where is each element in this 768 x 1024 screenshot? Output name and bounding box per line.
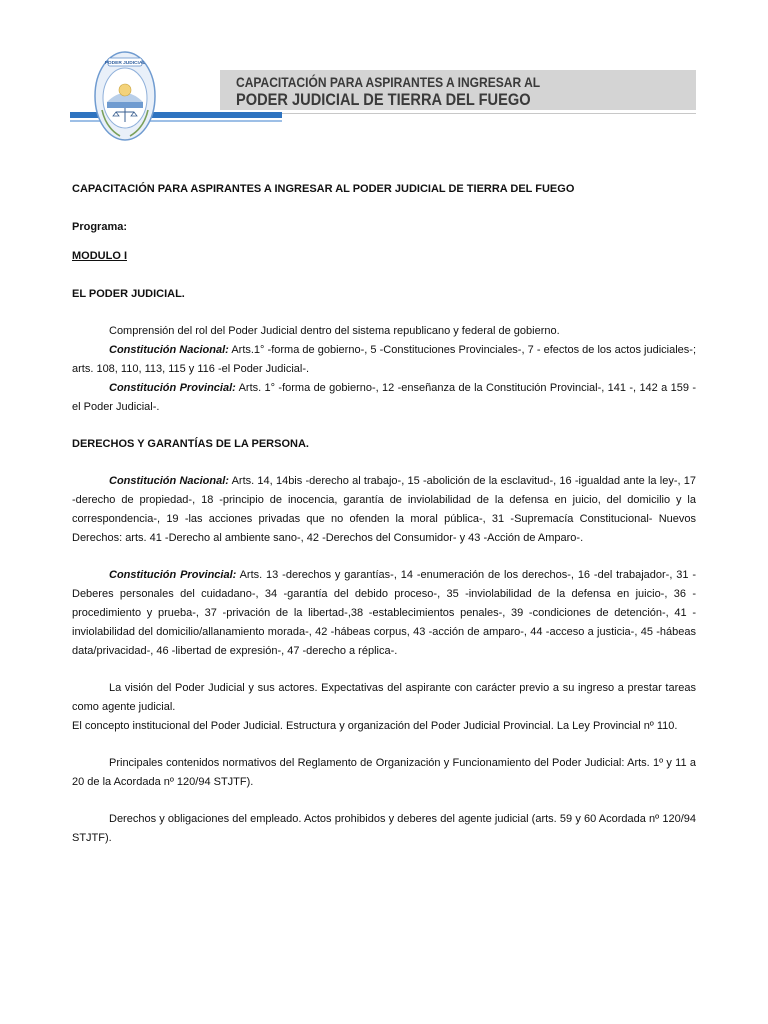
label-constitucion-nacional: Constitución Nacional:	[109, 344, 229, 356]
paragraph-s2-constitucion-provincial	[72, 566, 696, 661]
document-title: CAPACITACIÓN PARA ASPIRANTES A INGRESAR AL PODER JUDICIAL DE TIERRA DEL FUEGO	[72, 183, 575, 195]
text-constitucion-provincial: Arts. 1° -forma de gobierno-, 12 -enseñanza de la Constitución Provincial-, 141 -, 142 a 159 -el Poder Judicial-.	[72, 382, 697, 413]
paragraph-derechos-obligaciones: Derechos y obligaciones del empleado. Actos prohibidos y deberes del agente judicial (arts. 59 y 60 Acordada nº 120/94 STJTF).	[72, 813, 696, 844]
banner-title-line1: CAPACITACIÓN PARA ASPIRANTES A INGRESAR AL	[236, 74, 541, 90]
text-constitucion-provincial: Arts. 13 -derechos y garantías-, 14 -enumeración de los derechos-, 16 -del trabajador-, 31 -Deberes personales del cuidadano-, 34 -garantía del debido proceso-, 35 -inviolabilidad de la defensa en juicio-, 36 -procedimiento y prueba-, 37 -privación de la libertad-,38 -establecimientos penales-, 39 -condiciones de detención-, 41 -inviolabilidad del domicilio/allanamiento morada-, 42 -hábeas corpus, 43 -acción de amparo-, 44 -acceso a justicia-, 45 -hábeas data/privacidad-, 46 -libertad de expresión-, 47 -derecho a réplica-.	[72, 569, 696, 657]
paragraph-reglamento: Principales contenidos normativos del Reglamento de Organización y Funcionamiento del Poder Judicial: Arts. 1º y 11 a 20 de la Acordada nº 120/94 STJTF).	[72, 757, 696, 788]
text-constitucion-nacional: Arts. 14, 14bis -derecho al trabajo-, 15 -abolición de la esclavitud-, 16 -igualdad ante la ley-, 17 -derecho de propiedad-, 18 -principio de inocencia, garantía de inviolabilidad de la defensa en juicio, del domicilio y la correspondencia-, 19 -las acciones privadas que no ofenden la moral pública-, 31 -Supremacía Constitucional- Nuevos Derechos: arts. 41 -Derecho al ambiente sano-, 42 -Derechos del Consumidor- y 43 -Acción de Amparo-.	[72, 475, 697, 544]
svg-text:PODER JUDICIAL: PODER JUDICIAL	[104, 61, 146, 66]
section-title-poder-judicial: EL PODER JUDICIAL.	[72, 288, 185, 300]
paragraph-s1-constitucion-provincial	[72, 379, 696, 417]
header-banner	[70, 50, 696, 144]
paragraph-rol-poder-judicial: Comprensión del rol del Poder Judicial dentro del sistema republicano y federal de gobierno.	[109, 325, 560, 337]
paragraph-concepto-institucional: El concepto institucional del Poder Judicial. Estructura y organización del Poder Judicial Provincial. La Ley Provincial nº 110.	[72, 720, 678, 732]
label-constitucion-nacional: Constitución Nacional:	[109, 475, 229, 487]
paragraph-s2-constitucion-nacional	[72, 472, 696, 548]
paragraph-s1-constitucion-nacional	[72, 341, 696, 379]
banner-rule	[282, 113, 696, 114]
paragraph-vision-poder-judicial: La visión del Poder Judicial y sus actores. Expectativas del aspirante con carácter previo a su ingreso a prestar tareas como agente judicial.	[72, 682, 696, 713]
modulo-heading: MODULO I	[72, 250, 127, 262]
label-constitucion-provincial: Constitución Provincial:	[109, 569, 237, 581]
text-constitucion-nacional: Arts.1° -forma de gobierno-, 5 -Constituciones Provinciales-, 7 - efectos de los actos judiciales-; arts. 108, 110, 113, 115 y 116 -el Poder Judicial-.	[72, 344, 697, 375]
banner-title-line2: PODER JUDICIAL DE TIERRA DEL FUEGO	[236, 90, 531, 109]
document-body	[72, 180, 696, 848]
poder-judicial-emblem-icon	[94, 50, 156, 144]
section-title-derechos-garantias: DERECHOS Y GARANTÍAS DE LA PERSONA.	[72, 438, 309, 450]
programa-label: Programa:	[72, 221, 128, 233]
label-constitucion-provincial: Constitución Provincial:	[109, 382, 236, 394]
